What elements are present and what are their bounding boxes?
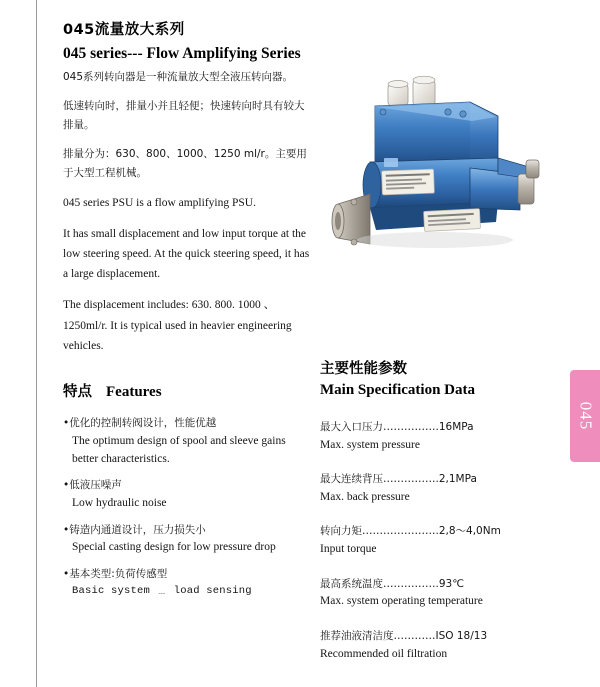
spec-label-en: Input torque xyxy=(320,543,377,556)
feature-label-cn: •铸造内通道设计，压力损失小 xyxy=(63,523,206,536)
intro-paragraph-cn-3: 排量分为：630、800、1000、1250 ml/r。主要用于大型工程机械。 xyxy=(63,148,307,179)
spec-label-cn: 最大入口压力…………….16MPa xyxy=(320,421,474,433)
intro-paragraph-en-3: The displacement includes: 630. 800. 1000 、1250ml/r. It is typical used in heavier engineering vehicles. xyxy=(63,299,292,352)
spec-heading-cn: 主要性能参数 xyxy=(320,361,407,377)
intro-paragraph-en-2: It has small displacement and low input torque at the low steering speed. At the quick steering speed, it has a large displacement. xyxy=(63,228,310,281)
feature-label-en: Low hydraulic noise xyxy=(72,497,167,510)
spec-label-cn: 最高系统温度…………….93℃ xyxy=(320,577,464,590)
feature-item xyxy=(63,477,313,512)
features-heading-cn: 特点 xyxy=(63,383,92,400)
intro-paragraph-cn-2: 低速转向时，排量小并且轻便；快速转向时具有较大排量。 xyxy=(63,100,305,131)
product-photo-image xyxy=(320,62,565,267)
spec-row xyxy=(320,576,570,611)
spec-list xyxy=(320,419,570,663)
feature-label-en: Special casting design for low pressure drop xyxy=(72,541,276,554)
spec-row xyxy=(320,419,570,454)
section-tab-045 xyxy=(570,370,600,462)
product-photo xyxy=(320,62,565,267)
feature-label-en: Basic system ﹍ load sensing xyxy=(72,584,252,597)
feature-item xyxy=(63,415,313,469)
spec-heading xyxy=(320,357,570,399)
spec-label-cn: 转向力矩………………….2,8～4,0Nm xyxy=(320,525,501,538)
spec-label-en: Max. system operating temperature xyxy=(320,595,483,608)
intro-paragraph-cn-1: 045系列转向器是一种流量放大型全液压转向器。 xyxy=(63,71,294,83)
intro-paragraph-en-1: 045 series PSU is a flow amplifying PSU. xyxy=(63,196,256,209)
right-column xyxy=(320,62,570,680)
feature-label-cn: •低液压噪声 xyxy=(63,479,122,492)
page-left-rule xyxy=(36,0,37,687)
spec-row xyxy=(320,628,570,663)
spec-heading-en: Main Specification Data xyxy=(320,382,475,398)
feature-label-cn: •优化的控制转阀设计，性能优越 xyxy=(63,416,217,429)
spec-label-en: Max. system pressure xyxy=(320,438,420,451)
feature-label-en: The optimum design of spool and sleeve gains better characteristics. xyxy=(72,434,286,465)
left-column xyxy=(63,68,313,608)
spec-label-en: Max. back pressure xyxy=(320,490,410,503)
features-heading-en: Features xyxy=(106,383,162,400)
page-title-cn: 045流量放大系列 xyxy=(63,22,185,38)
features-heading xyxy=(63,380,313,401)
spec-label-cn: 推荐油液清洁度…………ISO 18/13 xyxy=(320,629,488,642)
feature-item xyxy=(63,566,313,600)
feature-item xyxy=(63,522,313,557)
feature-label-cn: •基本类型:负荷传感型 xyxy=(63,567,168,580)
page-title-en: 045 series--- Flow Amplifying Series xyxy=(63,45,301,62)
spec-row xyxy=(320,523,570,558)
section-tab-label: 045 xyxy=(576,401,595,431)
spec-row xyxy=(320,471,570,506)
spec-label-cn: 最大连续背压…………….2,1MPa xyxy=(320,473,477,486)
spec-label-en: Recommended oil filtration xyxy=(320,647,448,660)
